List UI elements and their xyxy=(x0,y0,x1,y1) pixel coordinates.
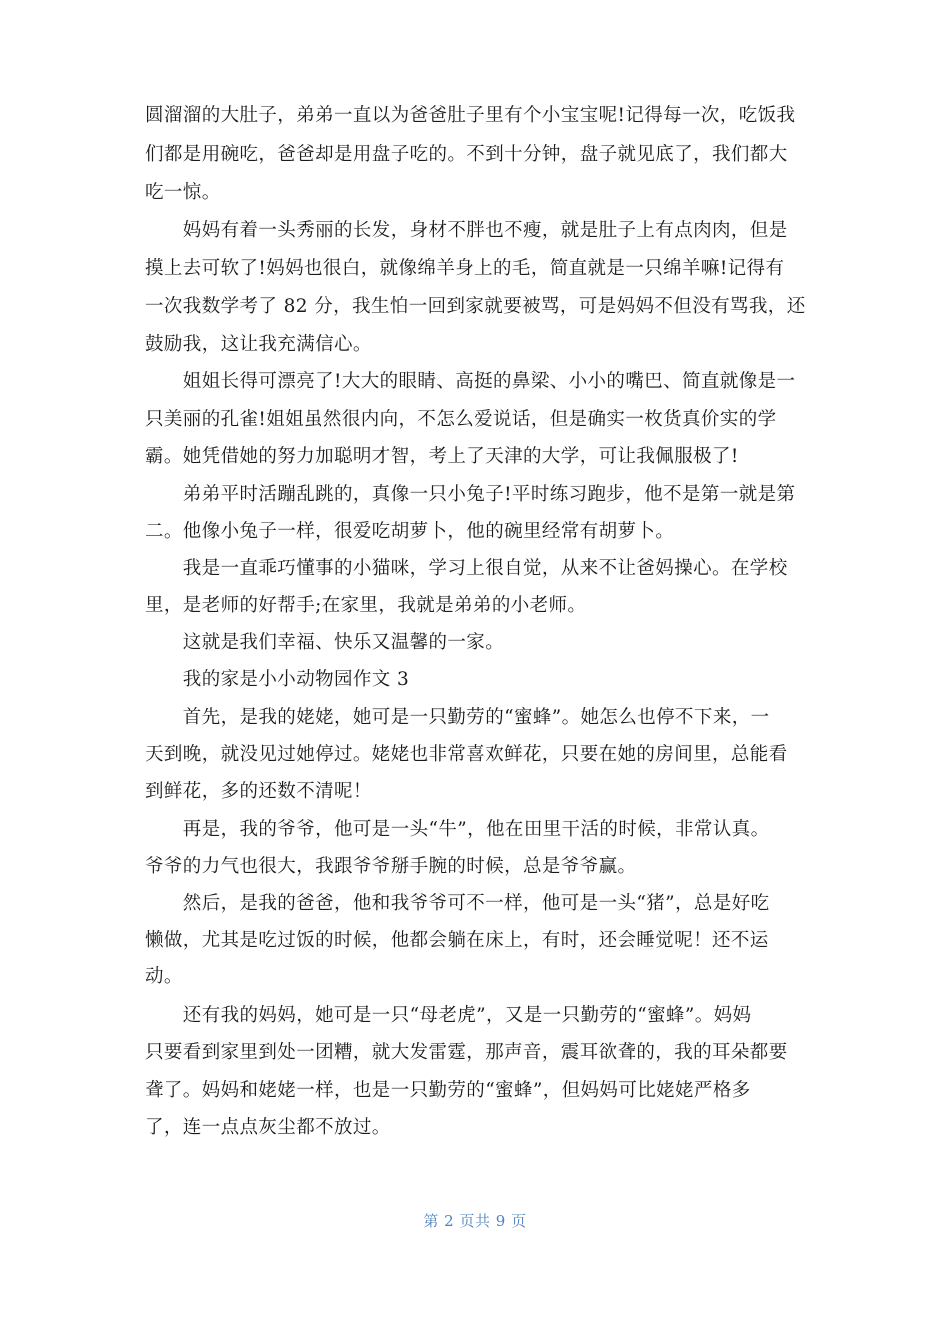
text-line: 爷爷的力气也很大，我跟爷爷掰手腕的时候，总是爷爷赢。 xyxy=(145,856,637,877)
text-line: 摸上去可软了!妈妈也很白，就像绵羊身上的毛，简直就是一只绵羊嘛!记得有 xyxy=(145,258,785,279)
text-line: 一次我数学考了 82 分，我生怕一回到家就要被骂，可是妈妈不但没有骂我，还 xyxy=(145,296,806,317)
text-line: 动。 xyxy=(145,966,183,987)
text-line: 弟弟平时活蹦乱跳的，真像一只小兔子!平时练习跑步，他不是第一就是第 xyxy=(145,484,796,505)
text-line: 懒做，尤其是吃过饭的时候，他都会躺在床上，有时，还会睡觉呢！还不运 xyxy=(145,930,769,951)
text-line: 只要看到家里到处一团糟，就大发雷霆，那声音，震耳欲聋的，我的耳朵都要 xyxy=(145,1042,788,1063)
text-line: 然后，是我的爸爸，他和我爷爷可不一样，他可是一头“猪”，总是好吃 xyxy=(145,893,770,914)
text-line: 我是一直乖巧懂事的小猫咪，学习上很自觉，从来不让爸妈操心。在学校 xyxy=(145,558,788,579)
text-line: 吃一惊。 xyxy=(145,182,221,203)
text-line: 只美丽的孔雀!姐姐虽然很内向，不怎么爱说话，但是确实一枚货真价实的学 xyxy=(145,409,777,430)
text-line: 到鲜花，多的还数不清呢！ xyxy=(145,781,372,802)
text-line: 妈妈有着一头秀丽的长发，身材不胖也不瘦，就是肚子上有点肉肉，但是 xyxy=(145,220,788,241)
page-number-footer: 第 2 页共 9 页 xyxy=(423,1212,527,1230)
text-line: 首先，是我的姥姥，她可是一只勤劳的“蜜蜂”。她怎么也停不下来，一 xyxy=(145,707,770,728)
text-line: 圆溜溜的大肚子，弟弟一直以为爸爸肚子里有个小宝宝呢!记得每一次，吃饭我 xyxy=(145,105,796,126)
text-line: 霸。她凭借她的努力加聪明才智，考上了天津的大学，可让我佩服极了! xyxy=(145,446,739,467)
section-heading: 我的家是小小动物园作文 3 xyxy=(145,669,410,690)
text-line: 们都是用碗吃，爸爸却是用盘子吃的。不到十分钟，盘子就见底了，我们都大 xyxy=(145,144,788,165)
text-line: 鼓励我，这让我充满信心。 xyxy=(145,334,372,355)
text-line: 二。他像小兔子一样，很爱吃胡萝卜，他的碗里经常有胡萝卜。 xyxy=(145,521,675,542)
text-line: 天到晚，就没见过她停过。姥姥也非常喜欢鲜花，只要在她的房间里，总能看 xyxy=(145,744,788,765)
text-line: 姐姐长得可漂亮了!大大的眼睛、高挺的鼻梁、小小的嘴巴、简直就像是一 xyxy=(145,371,796,392)
text-line: 里，是老师的好帮手;在家里，我就是弟弟的小老师。 xyxy=(145,595,587,616)
text-line: 再是，我的爷爷，他可是一头“牛”，他在田里干活的时候，非常认真。 xyxy=(145,819,770,840)
text-line: 还有我的妈妈，她可是一只“母老虎”，又是一只勤劳的“蜜蜂”。妈妈 xyxy=(145,1005,752,1026)
text-line: 这就是我们幸福、快乐又温馨的一家。 xyxy=(145,632,505,653)
text-line: 了，连一点点灰尘都不放过。 xyxy=(145,1117,391,1138)
text-line: 聋了。妈妈和姥姥一样，也是一只勤劳的“蜜蜂”，但妈妈可比姥姥严格多 xyxy=(145,1080,751,1101)
